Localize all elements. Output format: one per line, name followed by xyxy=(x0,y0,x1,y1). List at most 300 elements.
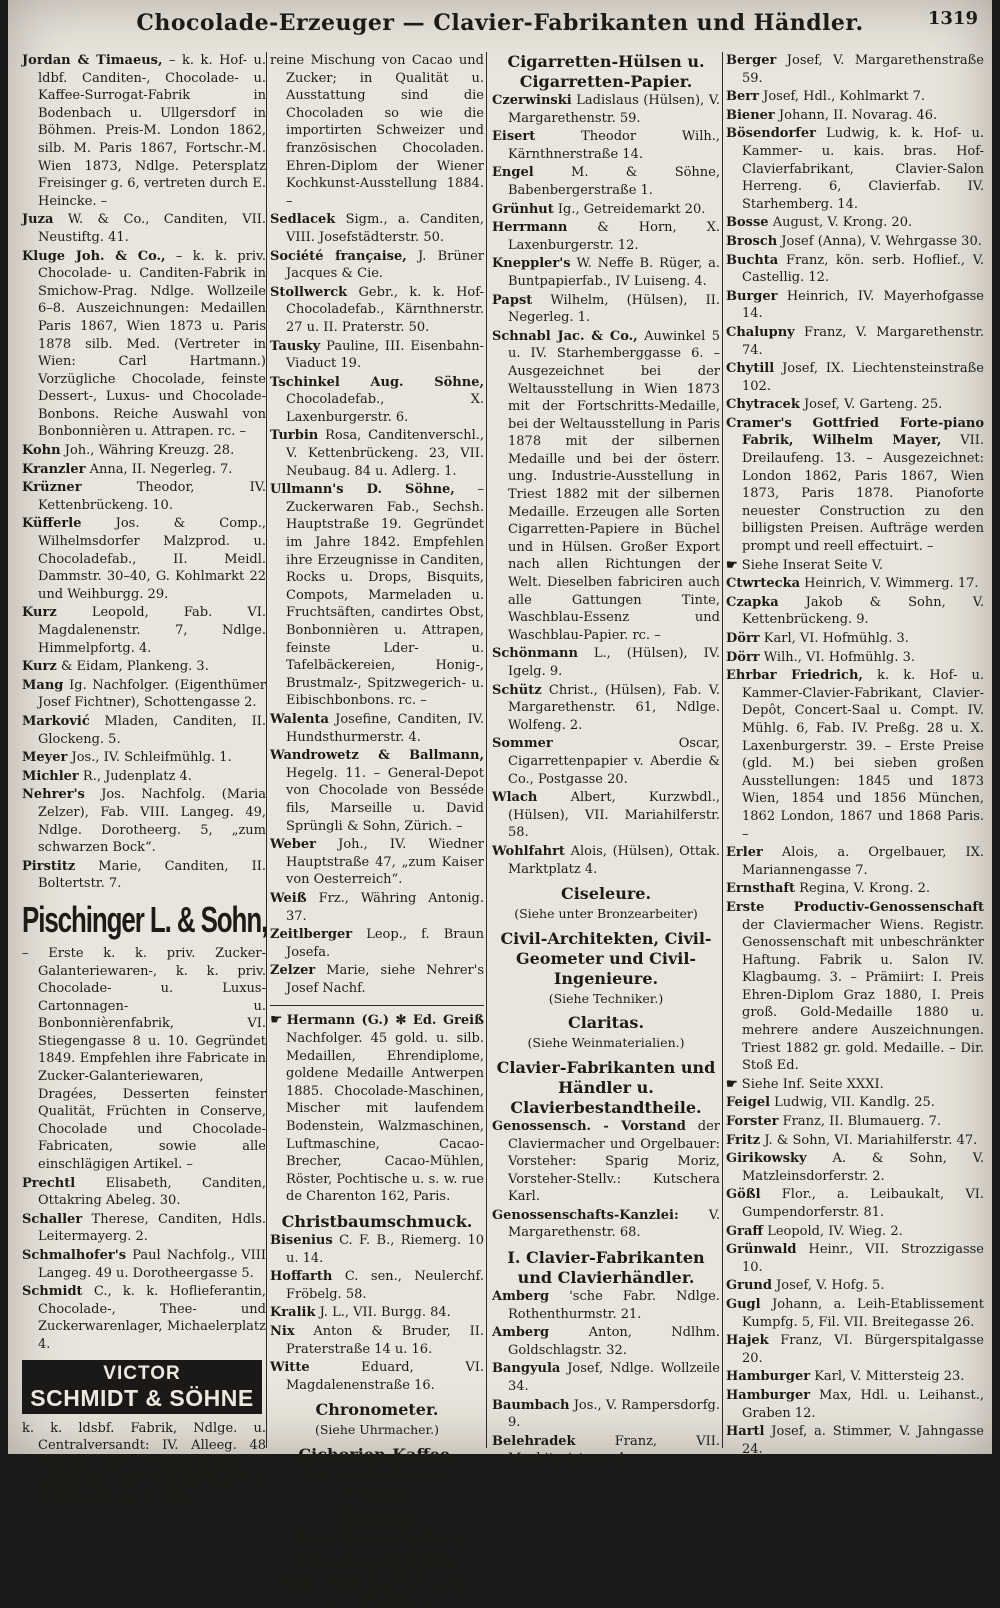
section-heading-civil-architekten: Civil-Architekten, Civil-Geometer und Civil-Ingenieure. xyxy=(500,928,712,988)
directory-entry xyxy=(22,211,266,246)
hermann-ad xyxy=(270,1012,484,1206)
entry-name: Dörr xyxy=(726,631,760,646)
directory-entry xyxy=(270,711,484,746)
directory-page xyxy=(8,0,992,1607)
entry-name: Amberg xyxy=(492,1289,550,1305)
entry-name: Cramer's Gottfried Forte-piano Fabrik, Wilhelm Mayer, xyxy=(726,415,984,449)
entry-text: Franz, kön. serb. Hoflief., V. Castellig. 12. xyxy=(742,252,984,286)
entry-name: Czerwinski xyxy=(492,93,572,108)
directory-entry xyxy=(22,442,266,460)
entry-text: Frz., Währing Antonig. 37. xyxy=(286,890,484,924)
directory-entry xyxy=(726,630,984,648)
column-4 xyxy=(726,52,984,1457)
entry-name: Stollwerck xyxy=(270,284,348,300)
entry-text: Nachfolger. 45 gold. u. silb. Medaillen, Ehrendiplome, goldene Medaille Antwerpen 1885. Chocolade-Maschinen, Mischer mit laufendem Bodenstein, Walzmaschinen, Luftmaschine, Cacao-Brecher, Cacao-Mühlen, Röster, Pochtische u. s. w. rue de Charenton 162, Paris. xyxy=(286,1031,484,1205)
directory-entry xyxy=(492,682,720,735)
victor-schmidt-ad-text: k. k. ldsbf. Fabrik, Ndlge. u. Centralversandt: IV. Alleeg. 48 (nächst dem Südbahnhofe). – Gegründet 1847. Anerkannt reelle Fabrication, garantirte xyxy=(22,1420,266,1506)
entry-text: Jos. & Comp., Wilhelmsdorfer Malzprod. u. Chocoladefab., II. Meidl. Dammstr. 30–40, G. Kohlmarkt 22 und Weihburgg. 29. xyxy=(38,516,266,602)
entry-text: Eduard, VI. Magdalenenstraße 16. xyxy=(286,1360,484,1393)
directory-entry xyxy=(22,248,266,442)
directory-entry xyxy=(726,575,984,593)
directory-entry xyxy=(270,747,484,835)
entry-name: Wandrowetz & Ballmann, xyxy=(270,748,484,764)
entry-name: Grund xyxy=(726,1278,772,1294)
directory-entry xyxy=(726,1186,984,1221)
pointing-hand-icon: ☛ xyxy=(270,1012,283,1029)
directory-entry xyxy=(726,233,984,251)
section-heading-cigarretten-huelsen: Cigarretten-Hülsen u. Cigarretten-Papier. xyxy=(507,52,705,91)
directory-entry xyxy=(726,396,984,414)
entry-name: Schaller xyxy=(22,1211,83,1227)
directory-entry xyxy=(22,52,266,210)
entry-text: J. & Sohn, VI. Mariahilferstr. 47. xyxy=(764,1132,978,1148)
entry-name: Sedlacek xyxy=(270,212,336,228)
entry-text: Alois, a. Orgelbauer, IX. Mariannengasse 7. xyxy=(742,845,984,878)
directory-entry xyxy=(22,1247,266,1282)
entry-text: Chocoladefab., X. Laxenburgerstr. 6. xyxy=(286,392,484,425)
entry-name: Chytill xyxy=(726,361,775,377)
directory-entry xyxy=(22,461,266,479)
directory-entry xyxy=(270,962,484,997)
directory-entry xyxy=(22,479,266,514)
entry-text: Siehe Inf. Seite XXXI. xyxy=(741,1076,884,1092)
entry-text: Josef, V. Garteng. 25. xyxy=(803,397,943,413)
directory-entry xyxy=(492,255,720,290)
directory-entry xyxy=(22,768,266,786)
entry-text: Leop., f. Braun Josefa. xyxy=(286,927,484,960)
directory-entry xyxy=(270,284,484,337)
entry-name: Sommer xyxy=(492,736,553,752)
entry-text: Ig., Getreidemarkt 20. xyxy=(557,201,706,217)
column-rule xyxy=(486,52,487,1448)
directory-entry xyxy=(726,557,984,575)
entry-name: Erler xyxy=(726,845,763,861)
pischinger-ad-name: Pischinger L. & Sohn, xyxy=(22,898,268,940)
entry-text: & Horn, X. Laxenburgerstr. 12. xyxy=(508,220,720,253)
entry-name: Gugl xyxy=(726,1296,761,1312)
entry-name: Kranzler xyxy=(22,461,86,477)
entry-text: Josef, IX. Liechtensteinstraße 102. xyxy=(742,361,984,394)
entry-text: Josef, Ndlge. Wollzeile 34. xyxy=(508,1361,720,1395)
entry-name: Hamburger xyxy=(726,1369,811,1385)
entry-text: R., Judenplatz 4. xyxy=(82,768,192,784)
victor-schmidt-ad-banner xyxy=(22,1360,262,1414)
directory-entry xyxy=(726,1150,984,1185)
directory-entry xyxy=(492,164,720,199)
entry-name: Kluge Joh. & Co., xyxy=(22,248,166,264)
directory-entry xyxy=(492,645,720,680)
pischinger-ad-text: – Erste k. k. priv. Zucker-Galanteriewaren-, k. k. priv. Chocolade- u. Luxus-Cartonnagen- u. Bonbonnièrenfabrik, VI. Stiegengasse 8 u. 10. Gegründet 1849. Empfehlen ihre Fabricate in Zucker-Galanteriewaren, Dragées, Desserten feinster Qualität, Früchten in Conserve, Chocolade und Chocolade-Fabricaten, sowie alle einschlägigen Artikel. – xyxy=(22,945,266,1173)
directory-entry xyxy=(22,1283,266,1353)
entry-text: Josef (Anna), V. Wehrgasse 30. xyxy=(781,233,982,249)
entry-name: Eisert xyxy=(492,129,536,145)
entry-name: Hajek xyxy=(726,1333,769,1349)
entry-name: Papst xyxy=(492,292,533,308)
entry-text: Josef, V. Hofg. 5. xyxy=(776,1278,885,1294)
column-rule xyxy=(722,52,723,1448)
entry-name: Walenta xyxy=(270,711,329,727)
directory-entry xyxy=(726,415,984,556)
section-heading-chronometer: Chronometer. xyxy=(315,1400,439,1420)
directory-entry xyxy=(270,211,484,246)
column-2 xyxy=(270,52,485,1607)
entry-text: Marie, siehe Nehrer's Josef Nachf. xyxy=(286,963,484,996)
entry-name: ☛ xyxy=(726,557,738,573)
page-title: Chocolade-Erzeuger — Clavier-Fabrikanten und Händler. xyxy=(136,10,864,36)
entry-name: Baumbach xyxy=(492,1397,570,1413)
directory-entry xyxy=(22,1211,266,1246)
directory-entry xyxy=(22,786,266,856)
entry-text: Josef, a. Stimmer, V. Jahngasse 24. xyxy=(742,1424,984,1457)
entry-name: Ernsthaft xyxy=(726,881,796,897)
directory-entry xyxy=(492,1118,720,1206)
entry-name: Brosch xyxy=(726,233,778,249)
entry-text: V. Margarethenstr. 68. xyxy=(508,1207,720,1241)
directory-entry xyxy=(726,360,984,395)
entry-text: C. sen., Neulerchf. Fröbelg. 58. xyxy=(286,1269,484,1302)
entry-text: Franz, VII. Mechitaristeng. 4. xyxy=(508,1433,720,1467)
entry-text: Franz, V. Margarethenstr. 74. xyxy=(742,324,984,358)
entry-name: Jordan & Timaeus, xyxy=(22,53,163,68)
continuation-text: reine Mischung von Cacao und Zucker; in Qualität u. Ausstattung sind die Chocoladen so wie die importirten Schweizer und französischen Chocoladen. Ehren-Diplom der Wiener Kochkunst-Ausstellung 1884. – xyxy=(270,53,484,209)
entry-name: Schönmann xyxy=(492,646,578,662)
directory-entry xyxy=(726,1113,984,1131)
ad-banner-line-2: SCHMIDT & SÖHNE xyxy=(30,1384,254,1411)
directory-entry xyxy=(726,1094,984,1112)
entry-name: Meyer xyxy=(22,750,68,766)
entry-name: Amberg xyxy=(492,1325,550,1341)
entry-text: Marie, Canditen, II. Boltertstr. 7. xyxy=(38,858,266,892)
entry-text: Karl, V. Mittersteig 23. xyxy=(814,1369,965,1385)
entry-text: Paul Nachfolg., VIII Langeg. 49 u. Dorotheergasse 5. xyxy=(38,1248,266,1281)
entry-text: M. & Söhne, Babenbergerstraße 1. xyxy=(508,165,720,198)
directory-entry xyxy=(270,374,484,427)
entry-text: Alois, (Hülsen), Ottak. Marktplatz 4. xyxy=(508,843,720,877)
directory-entry xyxy=(492,735,720,788)
entry-text: Anton & Bruder, II. Praterstraße 14 u. 16. xyxy=(286,1323,484,1357)
cross-reference: (Siehe Tabak u. Cigarren.) xyxy=(293,1529,461,1545)
entry-text: Franz, VI. Bürgerspitalgasse 20. xyxy=(742,1333,984,1366)
entry-text: Theodor, IV. Kettenbrückeng. 10. xyxy=(38,480,266,513)
entry-text: Albert, Kurzwbdl., (Hülsen), VII. Mariahilferstr. 58. xyxy=(508,790,720,841)
entry-text: J. L., VII. Burgg. 84. xyxy=(319,1305,451,1321)
directory-entry xyxy=(492,1360,720,1395)
entry-text: Siehe Inserat Seite V. xyxy=(741,557,884,573)
entry-name: Kneppler's xyxy=(492,256,571,272)
directory-entry xyxy=(22,713,266,748)
directory-entry xyxy=(726,899,984,1075)
entry-name: Buchta xyxy=(726,252,779,268)
directory-entry xyxy=(726,844,984,879)
entry-text: J. Brüner Jacques & Cie. xyxy=(286,248,485,282)
entry-text: Ig. Nachfolger. (Eigenthümer Josef Fichtner), Schottengasse 2. xyxy=(38,677,266,711)
entry-name: Tausky xyxy=(270,338,321,354)
ad-banner-line-1: VICTOR xyxy=(103,1362,181,1384)
directory-entry xyxy=(270,248,484,283)
section-heading-clavier-fabrikanten: Clavier-Fabrikanten und Händler u. Clavierbestandtheile. xyxy=(496,1057,716,1117)
entry-name: Schütz xyxy=(492,682,542,698)
entry-text: Heinrich, V. Wimmerg. 17. xyxy=(804,576,979,592)
entry-text: Karl, VI. Hofmühlg. 3. xyxy=(763,631,909,646)
entry-text: L., (Hülsen), IV. Igelg. 9. xyxy=(508,646,720,679)
directory-entry xyxy=(270,926,484,961)
directory-entry xyxy=(492,201,720,219)
entry-text: Leopold, IV. Wieg. 2. xyxy=(767,1223,903,1239)
section-heading-claritas: Claritas. xyxy=(567,1013,645,1033)
directory-entry xyxy=(726,1241,984,1276)
directory-entry xyxy=(492,219,720,254)
entry-name: Hamburger xyxy=(726,1387,811,1403)
entry-name: Engel xyxy=(492,165,534,181)
directory-entry xyxy=(726,880,984,898)
entry-text: Johann, a. Leih-Etablissement Kumpfg. 5, Fil. VII. Breitegasse 26. xyxy=(742,1296,984,1330)
entry-text: Max, Hdl. u. Leihanst., Graben 12. xyxy=(742,1387,984,1421)
entry-name: Küfferle xyxy=(22,516,82,532)
directory-entry xyxy=(492,1433,720,1468)
entry-name: Turbin xyxy=(270,428,319,444)
directory-entry xyxy=(726,1076,984,1094)
entry-name: Belehradek xyxy=(492,1433,576,1449)
section-heading-ciseleure: Ciseleure. xyxy=(560,884,652,904)
directory-entry xyxy=(726,214,984,232)
entry-text: Joh., IV. Wiedner Hauptstraße 47, „zum Kaiser von Oesterreich“. xyxy=(286,837,484,888)
entry-text: der Claviermacher Wiens. Registr. Genossenschaft mit unbeschränkter Haftung. Fabrik u. Salon IV. Klagbaumg. 3. – Prämiirt: I. Preis Ehren-Diplom Graz 1880, I. Preis groß. Gold-Medaille 1880 u. mehrere andere Auszeichnungen. Triest 1882 gr. gold. Medaille. – Dir. Stoß Ed. xyxy=(742,917,984,1074)
entry-text: Theodor Wilh., Kärnthnerstraße 14. xyxy=(508,129,720,162)
entry-name: Genossenschafts-Kanzlei: xyxy=(492,1207,679,1223)
entry-name: Witte xyxy=(270,1360,310,1376)
cross-reference: (Siehe Papiercigarrenspitzen, dann Drechsler.) xyxy=(282,1573,472,1607)
directory-entry xyxy=(726,324,984,359)
entry-text: Anton, Ndlhm. Goldschlagstr. 32. xyxy=(508,1325,720,1358)
directory-entry xyxy=(492,1397,720,1432)
directory-entry xyxy=(270,836,484,889)
entry-name: Wohlfahrt xyxy=(492,843,565,859)
entry-name: Czapka xyxy=(726,594,779,610)
entry-text: VII. Dreilaufeng. 13. – Ausgezeichnet: London 1862, Paris 1867, Wien 1873, Paris 1878. Pianoforte neuester Construction zu den billigsten Preisen. Aufträge werden prompt und reell effectuirt. – xyxy=(742,433,984,555)
directory-entry xyxy=(22,749,266,767)
directory-entry xyxy=(726,1423,984,1458)
directory-entry xyxy=(270,338,484,373)
directory-entry xyxy=(270,427,484,480)
entry-text: Therese, Canditen, Hdls. Leitermayerg. 2. xyxy=(38,1211,266,1245)
directory-entry xyxy=(492,1288,720,1323)
entry-name: Bosse xyxy=(726,215,769,231)
directory-entry xyxy=(726,1387,984,1422)
section-heading-christbaumschmuck: Christbaumschmuck. xyxy=(281,1212,473,1231)
page-number: 1319 xyxy=(927,8,978,29)
entry-text: August, V. Krong. 20. xyxy=(772,215,913,231)
entry-text: Heinrich, IV. Mayerhofgasse 14. xyxy=(742,288,984,322)
directory-entry xyxy=(22,858,266,893)
directory-entry xyxy=(270,890,484,925)
entry-name: Burger xyxy=(726,288,778,304)
entry-name: Berger xyxy=(726,53,777,68)
entry-name: Hoffarth xyxy=(270,1269,333,1285)
entry-text: Christ., (Hülsen), Fab. V. Margarethenstr. 61, Ndlge. Wolfeng. 2. xyxy=(508,682,720,733)
directory-entry xyxy=(726,52,984,87)
entry-text: Franz, II. Blumauerg. 7. xyxy=(782,1114,942,1130)
entry-name: Prechtl xyxy=(22,1175,76,1191)
entry-text: C. F. B., Riemerg. 10 u. 14. xyxy=(286,1233,484,1266)
directory-entry xyxy=(270,481,484,710)
entry-name: Gößl xyxy=(726,1187,761,1203)
entry-text: Flor., a. Leibaukalt, VI. Gumpendorferstr. 81. xyxy=(742,1187,984,1220)
entry-name: Ctwrtecka xyxy=(726,576,801,592)
entry-text: k. k. Hof- u. Kammer-Clavier-Fabrikant, Clavier-Depôt, Concert-Saal u. Compt. IV. Mühlg. 6, Fab. IV. Preßg. 28 u. X. Laxenburgerstr. 39. – Erste Preise (gld. M.) bei sieben großen Ausstellungen: 1845 und 1873 Wien, 1854 und 1856 München, 1862 London, 1867 und 1868 Paris. – xyxy=(742,668,984,842)
directory-entry xyxy=(492,1207,720,1242)
entry-name: Pirstitz xyxy=(22,858,76,874)
directory-entry xyxy=(726,594,984,629)
entry-name: Graff xyxy=(726,1223,764,1239)
entry-name: Ullmann's D. Söhne, xyxy=(270,482,455,498)
section-heading-cichorien-kaffee: Cichorien-Kaffee. xyxy=(298,1444,456,1464)
directory-entry xyxy=(270,1304,484,1322)
entry-text: Jos. Nachfolg. (Maria Zelzer), Fab. VIII. Langeg. 49, Ndlge. Dorotheerg. 5, „zum schwarzen Bock“. xyxy=(38,787,266,856)
entry-name: Wlach xyxy=(492,790,538,806)
entry-text: C., k. k. Hoflieferantin, Chocolade-, Thee- und Zuckerwarenlager, Michaelerplatz 4. xyxy=(38,1284,266,1352)
section-heading-cigarren-spitzen: Cigarren-Spitzen. xyxy=(297,1551,457,1571)
section-divider xyxy=(270,1005,484,1006)
directory-entry xyxy=(726,1296,984,1331)
entry-name: Herrmann xyxy=(492,220,568,236)
entry-text: – Zuckerwaren Fab., Sechsh. Hauptstraße 19. Gegründet im Jahre 1842. Empfehlen ihre Erzeugnisse in Canditen, Rocks u. Drops, Bisquits, Compots, Marmeladen u. Fruchtsäften, candirtes Obst, Bonbonnièren u. Attrapen, feinste Lder- u. Tafelbäckereien, Honig-, Brustmalz-, Spitzwegerich- u. Eibischbonbons. rc. – xyxy=(286,482,484,709)
entry-name: Ehrbar Friedrich, xyxy=(726,668,863,684)
entry-name: Kurz xyxy=(22,605,57,621)
entry-text: W. & Co., Canditen, VII. Neustiftg. 41. xyxy=(38,212,266,245)
directory-entry xyxy=(726,1332,984,1367)
directory-entry xyxy=(270,1268,484,1303)
entry-text: Sigm., a. Canditen, VIII. Josefstädterstr. 50. xyxy=(286,212,484,245)
entry-name: ☛ xyxy=(726,1076,738,1092)
directory-entry xyxy=(492,789,720,842)
directory-entry xyxy=(270,1359,484,1394)
entry-text: Heinr., VII. Strozzigasse 10. xyxy=(742,1242,984,1275)
entry-name: Michler xyxy=(22,768,79,784)
entry-text: der Claviermacher und Orgelbauer: Vorsteher: Sparig Moriz, Vorsteher-Stellv.: Kutschera Karl. xyxy=(508,1118,720,1205)
entry-name: Fritz xyxy=(726,1132,761,1148)
directory-entry xyxy=(492,328,720,645)
directory-entry xyxy=(726,88,984,106)
entry-text: Ludwig, VII. Kandlg. 25. xyxy=(774,1095,935,1111)
entry-text: Jos., V. Rampersdorfg. 9. xyxy=(508,1397,720,1431)
entry-text: – k. k. priv. Chocolade- u. Canditen-Fabrik in Smichow-Prag. Ndlge. Wollzeile 6–8. Auszeichnungen: Medaillen Paris 1867, Wien 1873 u. Paris 1878 silb. Med. (Vertreter in Wien: Carl Hartmann.) Vorzügliche Chocolade, feinste Dessert-, Luxus- und Chocolade-Bonbons. Reiche Auswahl von Bonbonnièren u. Attrapen. rc. – xyxy=(38,248,266,440)
entry-text: Hegelg. 11. – General-Depot von Chocolade von Besséde fils, Marseille u. David Sprüngli & Sohn, Zürich. – xyxy=(286,765,484,834)
entry-text: Regina, V. Krong. 2. xyxy=(799,881,931,897)
entry-text: Wilh., VI. Hofmühlg. 3. xyxy=(763,649,915,665)
directory-entry xyxy=(726,288,984,323)
cross-reference: (Siehe Weinmaterialien.) xyxy=(527,1035,685,1051)
directory-entry xyxy=(492,843,720,878)
entry-text: W. Neffe B. Rüger, a. Buntpapierfab., IV Luiseng. 4. xyxy=(508,256,720,289)
entry-name: Zelzer xyxy=(270,963,316,979)
cross-reference: (Siehe Techniker.) xyxy=(548,990,664,1006)
entry-text: Joh., Währing Kreuzg. 28. xyxy=(64,443,235,459)
entry-name: Zeitlberger xyxy=(270,927,353,943)
entry-name: Schmidt xyxy=(22,1284,83,1300)
directory-entry xyxy=(726,252,984,287)
cross-reference: (Siehe Uhrmacher.) xyxy=(314,1422,440,1438)
directory-entry xyxy=(270,1323,484,1358)
entry-name: Schmalhofer's xyxy=(22,1248,127,1263)
entry-name: Kralik xyxy=(270,1305,316,1321)
directory-entry xyxy=(726,1277,984,1295)
entry-name: Girikowsky xyxy=(726,1151,807,1167)
entry-text: Josefine, Canditen, IV. Hundsthurmerstr. 4. xyxy=(286,711,484,745)
entry-name: Mang xyxy=(22,677,64,693)
entry-name: Feigel xyxy=(726,1095,771,1111)
entry-name: Société française, xyxy=(270,248,407,264)
directory-entry xyxy=(270,1232,484,1267)
entry-name: Genossensch. - Vorstand xyxy=(492,1118,686,1134)
entry-text: Jakob & Sohn, V. Kettenbrückeng. 9. xyxy=(742,594,984,628)
entry-text: Ludwig, k. k. Hof- u. Kammer- u. kais. bras. Hof-Clavierfabrikant, Clavier-Salon Herreng. 6, Clavierfab. IV. Starhemberg. 14. xyxy=(742,126,984,212)
entry-text: Josef, Hdl., Kohlmarkt 7. xyxy=(763,89,925,105)
directory-entry xyxy=(492,92,720,127)
entry-name: Weber xyxy=(270,837,317,853)
entry-name: Chalupny xyxy=(726,324,795,340)
cross-reference: (Siehe unter Bronzearbeiter) xyxy=(514,906,698,922)
entry-text: Josef, V. Margarethenstraße 59. xyxy=(742,53,984,86)
entry-name: Tschinkel Aug. Söhne, xyxy=(270,374,484,390)
entry-name: Krüzner xyxy=(22,480,82,496)
entry-text: Auwinkel 5 u. IV. Starhemberggasse 6. – Ausgezeichnet bei der Weltausstellung in Wien 1873 mit der Fortschritts-Medaille, bei der Weltausstellung in Paris 1878 mit der silbernen Medaille und bei der österr. ung. Industrie-Ausstellung in Triest 1882 mit der silbernen Medaille. Erzeugen alle Sorten Cigarretten-Papiere in Büchel und in Hülsen. Großer Export nach allen Richtungen der Welt. Dieselben fabriciren auch alle Gattungen Tinte, Waschblau-Essenz und Waschblau-Papier. rc. – xyxy=(508,328,720,643)
entry-text: Jos., IV. Schleifmühlg. 1. xyxy=(71,750,232,766)
entry-name: Kohn xyxy=(22,443,61,459)
entry-text: Mladen, Canditen, II. Glockeng. 5. xyxy=(38,713,266,747)
directory-entry xyxy=(492,128,720,163)
entry-name: Biener xyxy=(726,107,775,123)
entry-name: Bangyula xyxy=(492,1361,561,1377)
directory-entry xyxy=(726,1132,984,1150)
entry-text: Oscar, Cigarrettenpapier v. Aberdie & Co., Postgasse 20. xyxy=(508,736,720,787)
entry-text: Johann, II. Novarag. 46. xyxy=(778,107,938,123)
entry-name: Hermann (G.) ✻ Ed. Greiß xyxy=(286,1013,484,1029)
entry-text: A. & Sohn, V. Matzleinsdorferstr. 2. xyxy=(742,1151,984,1184)
section-heading-clavierhaendler: I. Clavier-Fabrikanten und Clavierhändler. xyxy=(507,1248,705,1288)
entry-name: Weiß xyxy=(270,890,307,906)
directory-entry xyxy=(22,677,266,712)
entry-name: Chytracek xyxy=(726,397,800,413)
entry-text: Pauline, III. Eisenbahn-Viaduct 19. xyxy=(286,338,484,372)
entry-name: Grünhut xyxy=(492,201,554,217)
entry-text: Gebr., k. k. Hof-Chocoladefab., Kärnthnerstr. 27 u. II. Praterstr. 50. xyxy=(286,284,484,335)
entry-name: Kurz xyxy=(22,659,57,675)
entry-name: Dörr xyxy=(726,649,760,665)
directory-entry xyxy=(726,107,984,125)
entry-name: Nehrer's xyxy=(22,787,85,803)
directory-entry xyxy=(726,1368,984,1386)
entry-name: Marković xyxy=(22,713,90,729)
entry-text: 'sche Fabr. Ndlge. Rothenthurmstr. 21. xyxy=(508,1289,720,1322)
entry-name: Schnabl Jac. & Co., xyxy=(492,328,638,344)
entry-text: Leopold, Fab. VI. Magdalenenstr. 7, Ndlge. Himmelpfortg. 4. xyxy=(38,605,266,656)
directory-entry xyxy=(726,125,984,213)
entry-name: Berr xyxy=(726,89,759,105)
entry-name: Forster xyxy=(726,1114,779,1130)
directory-entry xyxy=(22,1175,266,1210)
entry-text: Ladislaus (Hülsen), V. Margarethenstr. 59. xyxy=(508,93,720,126)
entry-name: Hartl xyxy=(726,1424,765,1440)
column-1 xyxy=(22,52,268,1506)
entry-name: Nix xyxy=(270,1323,295,1339)
directory-entry xyxy=(726,1223,984,1241)
column-rule xyxy=(266,52,267,1448)
entry-name: Juza xyxy=(22,212,54,228)
entry-text: Elisabeth, Canditen, Ottakring Abeleg. 30. xyxy=(38,1175,266,1209)
entry-text: Rosa, Canditenverschl., V. Kettenbrückeng. 23, VII. Neubaug. 84 u. Adlerg. 1. xyxy=(286,428,484,479)
running-head xyxy=(8,4,992,44)
entry-text: Wilhelm, (Hülsen), II. Negerleg. 1. xyxy=(508,292,720,326)
